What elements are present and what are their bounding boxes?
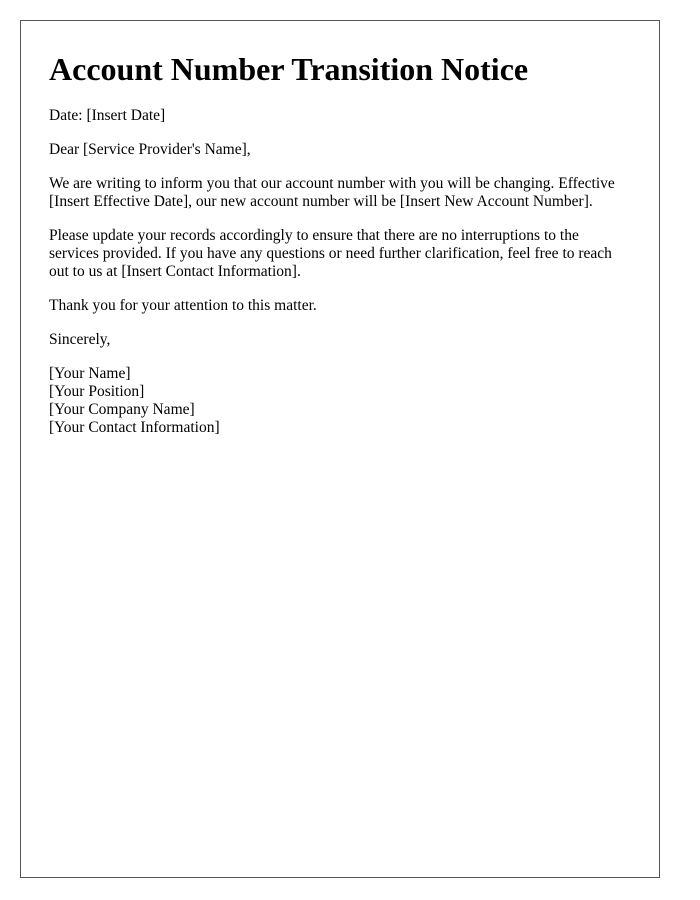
date-line: Date: [Insert Date]	[49, 107, 166, 124]
closing: Sincerely,	[49, 331, 111, 348]
body-paragraph-1: We are writing to inform you that our account number with you will be changing. Effective [Insert Effective Date], our new account number will be [Insert New Account Number].	[49, 175, 615, 210]
salutation: Dear [Service Provider's Name],	[49, 141, 251, 158]
signature-name: [Your Name]	[49, 365, 131, 382]
signature-company: [Your Company Name]	[49, 401, 195, 418]
signature-block	[49, 365, 631, 437]
letter-title: Account Number Transition Notice	[49, 51, 529, 87]
letter-page	[20, 20, 660, 878]
body-paragraph-2: Please update your records accordingly to ensure that there are no interruptions to the services provided. If you have any questions or need further clarification, feel free to reach out to us at [Insert Contact Information].	[49, 227, 612, 280]
signature-position: [Your Position]	[49, 383, 145, 400]
body-paragraph-3: Thank you for your attention to this matter.	[49, 297, 317, 314]
signature-contact: [Your Contact Information]	[49, 419, 220, 436]
